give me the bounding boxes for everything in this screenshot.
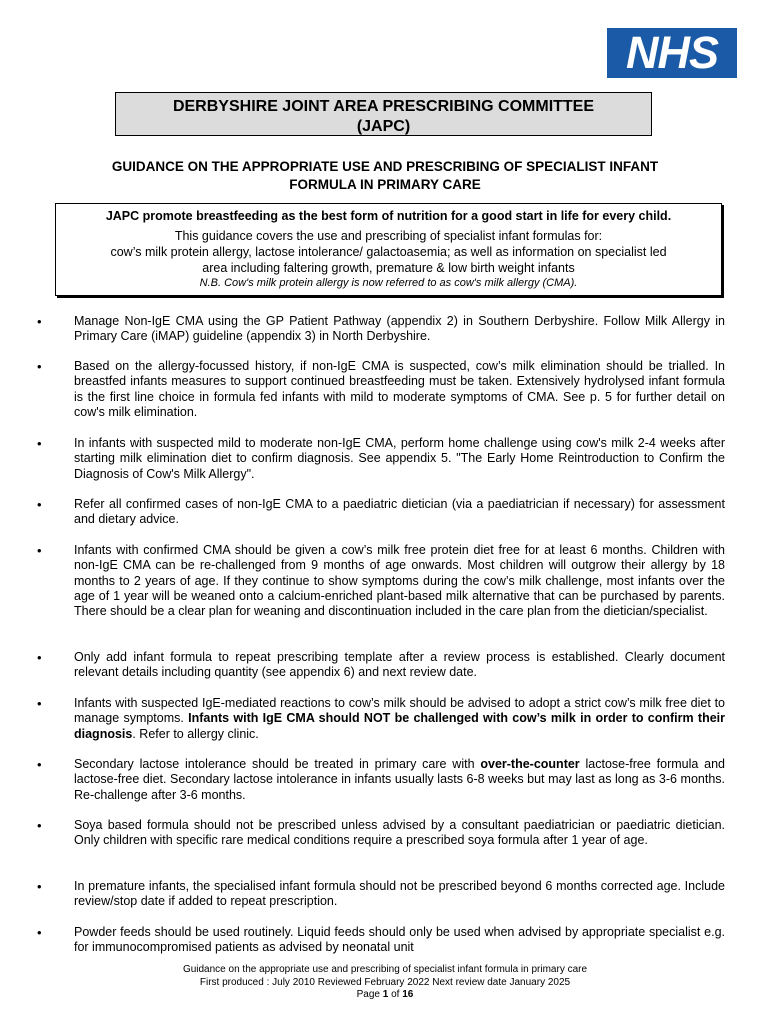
guidance-title-line1: GUIDANCE ON THE APPROPRIATE USE AND PRESCRIBING OF SPECIALIST INFANT: [111, 159, 659, 174]
promo-line-3: area including faltering growth, premature & low birth weight infants: [202, 261, 575, 275]
list-item: • Based on the allergy-focussed history, if non-IgE CMA is suspected, cow’s milk elimination should be trialled. In breastfed infants measures to support continued breastfeeding must be taken. Extensively hydrolysed infant formula is the first line choice in formula fed infants with mild to moderate symptoms of CMA. See p. 5 for further detail on cow's milk elimination.: [74, 359, 725, 420]
promo-line-1: This guidance covers the use and prescribing of specialist infant formulas for:: [174, 229, 603, 243]
committee-title: DERBYSHIRE JOINT AREA PRESCRIBING COMMITTEE: [172, 98, 595, 115]
list-item: • In premature infants, the specialised infant formula should not be prescribed beyond 6 months corrected age. Include review/stop date if added to repeat prescription.: [74, 879, 725, 910]
list-item: • Refer all confirmed cases of non-IgE CMA to a paediatric dietician (via a paediatrician if necessary) for assessment and dietary advice.: [74, 497, 725, 528]
list-item: • Infants with confirmed CMA should be given a cow’s milk free protein diet free for at least 6 months. Children with non-IgE CMA can be re-challenged from 9 months of age onwards. Most children will outgrow their allergy by 18 months to 2 years of age. If they continue to show symptoms during the cow’s milk challenge, most infants over the age of 1 year will be weaned onto a calcium-enriched plant-based milk alternative that can be purchased by parents. There should be a clear plan for weaning and discontinuation included in the care plan from the dietician/specialist.: [74, 543, 725, 619]
list-item: • Secondary lactose intolerance should be treated in primary care with over-the-counter lactose-free formula and lactose-free diet. Secondary lactose intolerance in infants usually lasts 6-8 weeks but may last as long as 3-6 months. Re-challenge after 3-6 months.: [74, 757, 725, 803]
footer-dates: First produced : July 2010 Reviewed February 2022 Next review date January 2025: [199, 976, 571, 988]
list-item: • In infants with suspected mild to moderate non-IgE CMA, perform home challenge using cow's milk 2-4 weeks after starting milk elimination diet to confirm diagnosis. See appendix 5. "The Early Home Reintroduction to Confirm the Diagnosis of Cow's Milk Allergy".: [74, 436, 725, 482]
promo-headline: JAPC promote breastfeeding as the best form of nutrition for a good start in life for every child.: [105, 209, 672, 223]
guidance-title-line2: FORMULA IN PRIMARY CARE: [289, 177, 481, 192]
list-item: • Powder feeds should be used routinely. Liquid feeds should only be used when advised by appropriate specialist e.g. for immunocompromised patients as advised by neonatal unit: [74, 925, 725, 956]
list-item: • Soya based formula should not be prescribed unless advised by a consultant paediatrician or paediatric dietician. Only children with specific rare medical conditions require a prescribed soya formula after 1 year of age.: [74, 818, 725, 849]
nhs-logo: NHS: [607, 28, 737, 78]
promo-line-2: cow’s milk protein allergy, lactose intolerance/ galactoasemia; as well as information on specialist led: [110, 245, 667, 259]
promo-note: N.B. Cow's milk protein allergy is now referred to as cow's milk allergy (CMA).: [199, 277, 578, 289]
footer-title: Guidance on the appropriate use and prescribing of specialist infant formula in primary care: [182, 964, 588, 975]
page-number: Page 1 of 16: [356, 989, 414, 1000]
committee-abbrev: (JAPC): [356, 118, 411, 135]
page-footer: [0, 964, 770, 1002]
list-item: • Manage Non-IgE CMA using the GP Patient Pathway (appendix 2) in Southern Derbyshire. Follow Milk Allergy in Primary Care (iMAP) guideline (appendix 3) in North Derbyshire.: [74, 314, 725, 345]
list-item: • Only add infant formula to repeat prescribing template after a review process is established. Clearly document relevant details including quantity (see appendix 6) and next review date.: [74, 650, 725, 681]
list-item: • Infants with suspected IgE-mediated reactions to cow’s milk should be advised to adopt a strict cow’s milk free diet to manage symptoms. Infants with IgE CMA should NOT be challenged with cow’s milk in order to confirm their diagnosis. Refer to allergy clinic.: [74, 696, 725, 742]
